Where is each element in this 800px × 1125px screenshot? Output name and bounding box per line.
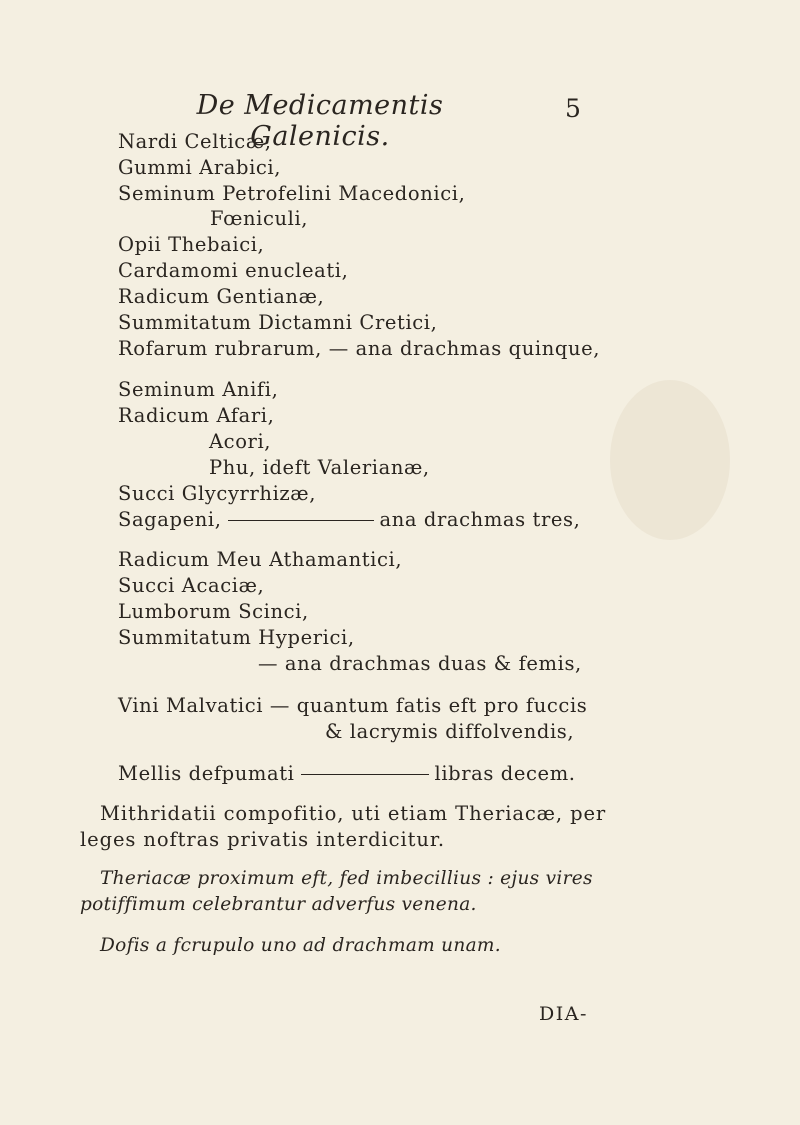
ingredient-name: Sagapeni, xyxy=(118,508,222,531)
italic-note-line: Theriacæ proximum eft, fed imbecillius : ejus vires xyxy=(100,868,593,889)
ingredient-line: Seminum Anifi, xyxy=(118,378,279,401)
ingredient-line: Nardi Celticæ, xyxy=(118,130,272,153)
ingredient-line: Succi Glycyrrhizæ, xyxy=(118,482,317,505)
ingredient-line: Gummi Arabici, xyxy=(118,156,282,179)
vini-line: & lacrymis diffolvendis, xyxy=(325,720,575,743)
catchword: DIA- xyxy=(539,1003,588,1025)
note-line: Mithridatii compofitio, uti etiam Theriacæ, per xyxy=(100,802,607,825)
italic-note-line: potiffimum celebrantur adverfus venena. xyxy=(80,894,477,915)
ingredient-line: Summitatum Dictamni Cretici, xyxy=(118,311,438,334)
ingredient-dose-line xyxy=(118,508,580,531)
ingredient-line: Phu, ideft Valerianæ, xyxy=(209,456,430,479)
dash-rule xyxy=(301,774,429,775)
running-title: De Medicamentis Galenicis. xyxy=(196,90,444,152)
paper-stain xyxy=(610,380,730,540)
dosis-line: Dofis a fcrupulo uno ad drachmam unam. xyxy=(100,935,501,956)
ingredient-line: Radicum Gentianæ, xyxy=(118,285,325,308)
note-line: leges noftras privatis interdicitur. xyxy=(80,828,446,851)
ingredient-line: Summitatum Hyperici, xyxy=(118,626,355,649)
ingredient-line: — ana drachmas duas & femis, xyxy=(258,652,582,675)
mellis-line xyxy=(118,762,576,785)
page-number: 5 xyxy=(565,94,581,123)
ingredient-line: Acori, xyxy=(209,430,272,453)
ingredient-line: Cardamomi enucleati, xyxy=(118,259,349,282)
dose-text: ana drachmas tres, xyxy=(379,508,581,531)
ingredient-line: Lumborum Scinci, xyxy=(118,600,309,623)
ingredient-line: Radicum Meu Athamantici, xyxy=(118,548,403,571)
ingredient-line: Fœniculi, xyxy=(210,207,309,230)
ingredient-line: Opii Thebaici, xyxy=(118,233,265,256)
vini-line: Vini Malvatici — quantum fatis eft pro fuccis xyxy=(118,694,588,717)
ingredient-line: Seminum Petrofelini Macedonici, xyxy=(118,182,466,205)
dash-rule xyxy=(228,520,374,521)
ingredient-line: Radicum Afari, xyxy=(118,404,275,427)
ingredient-line: Rofarum rubrarum, — ana drachmas quinque, xyxy=(118,337,601,360)
dose-text: libras decem. xyxy=(434,762,576,785)
ingredient-name: Mellis defpumati xyxy=(118,762,295,785)
ingredient-line: Succi Acaciæ, xyxy=(118,574,265,597)
